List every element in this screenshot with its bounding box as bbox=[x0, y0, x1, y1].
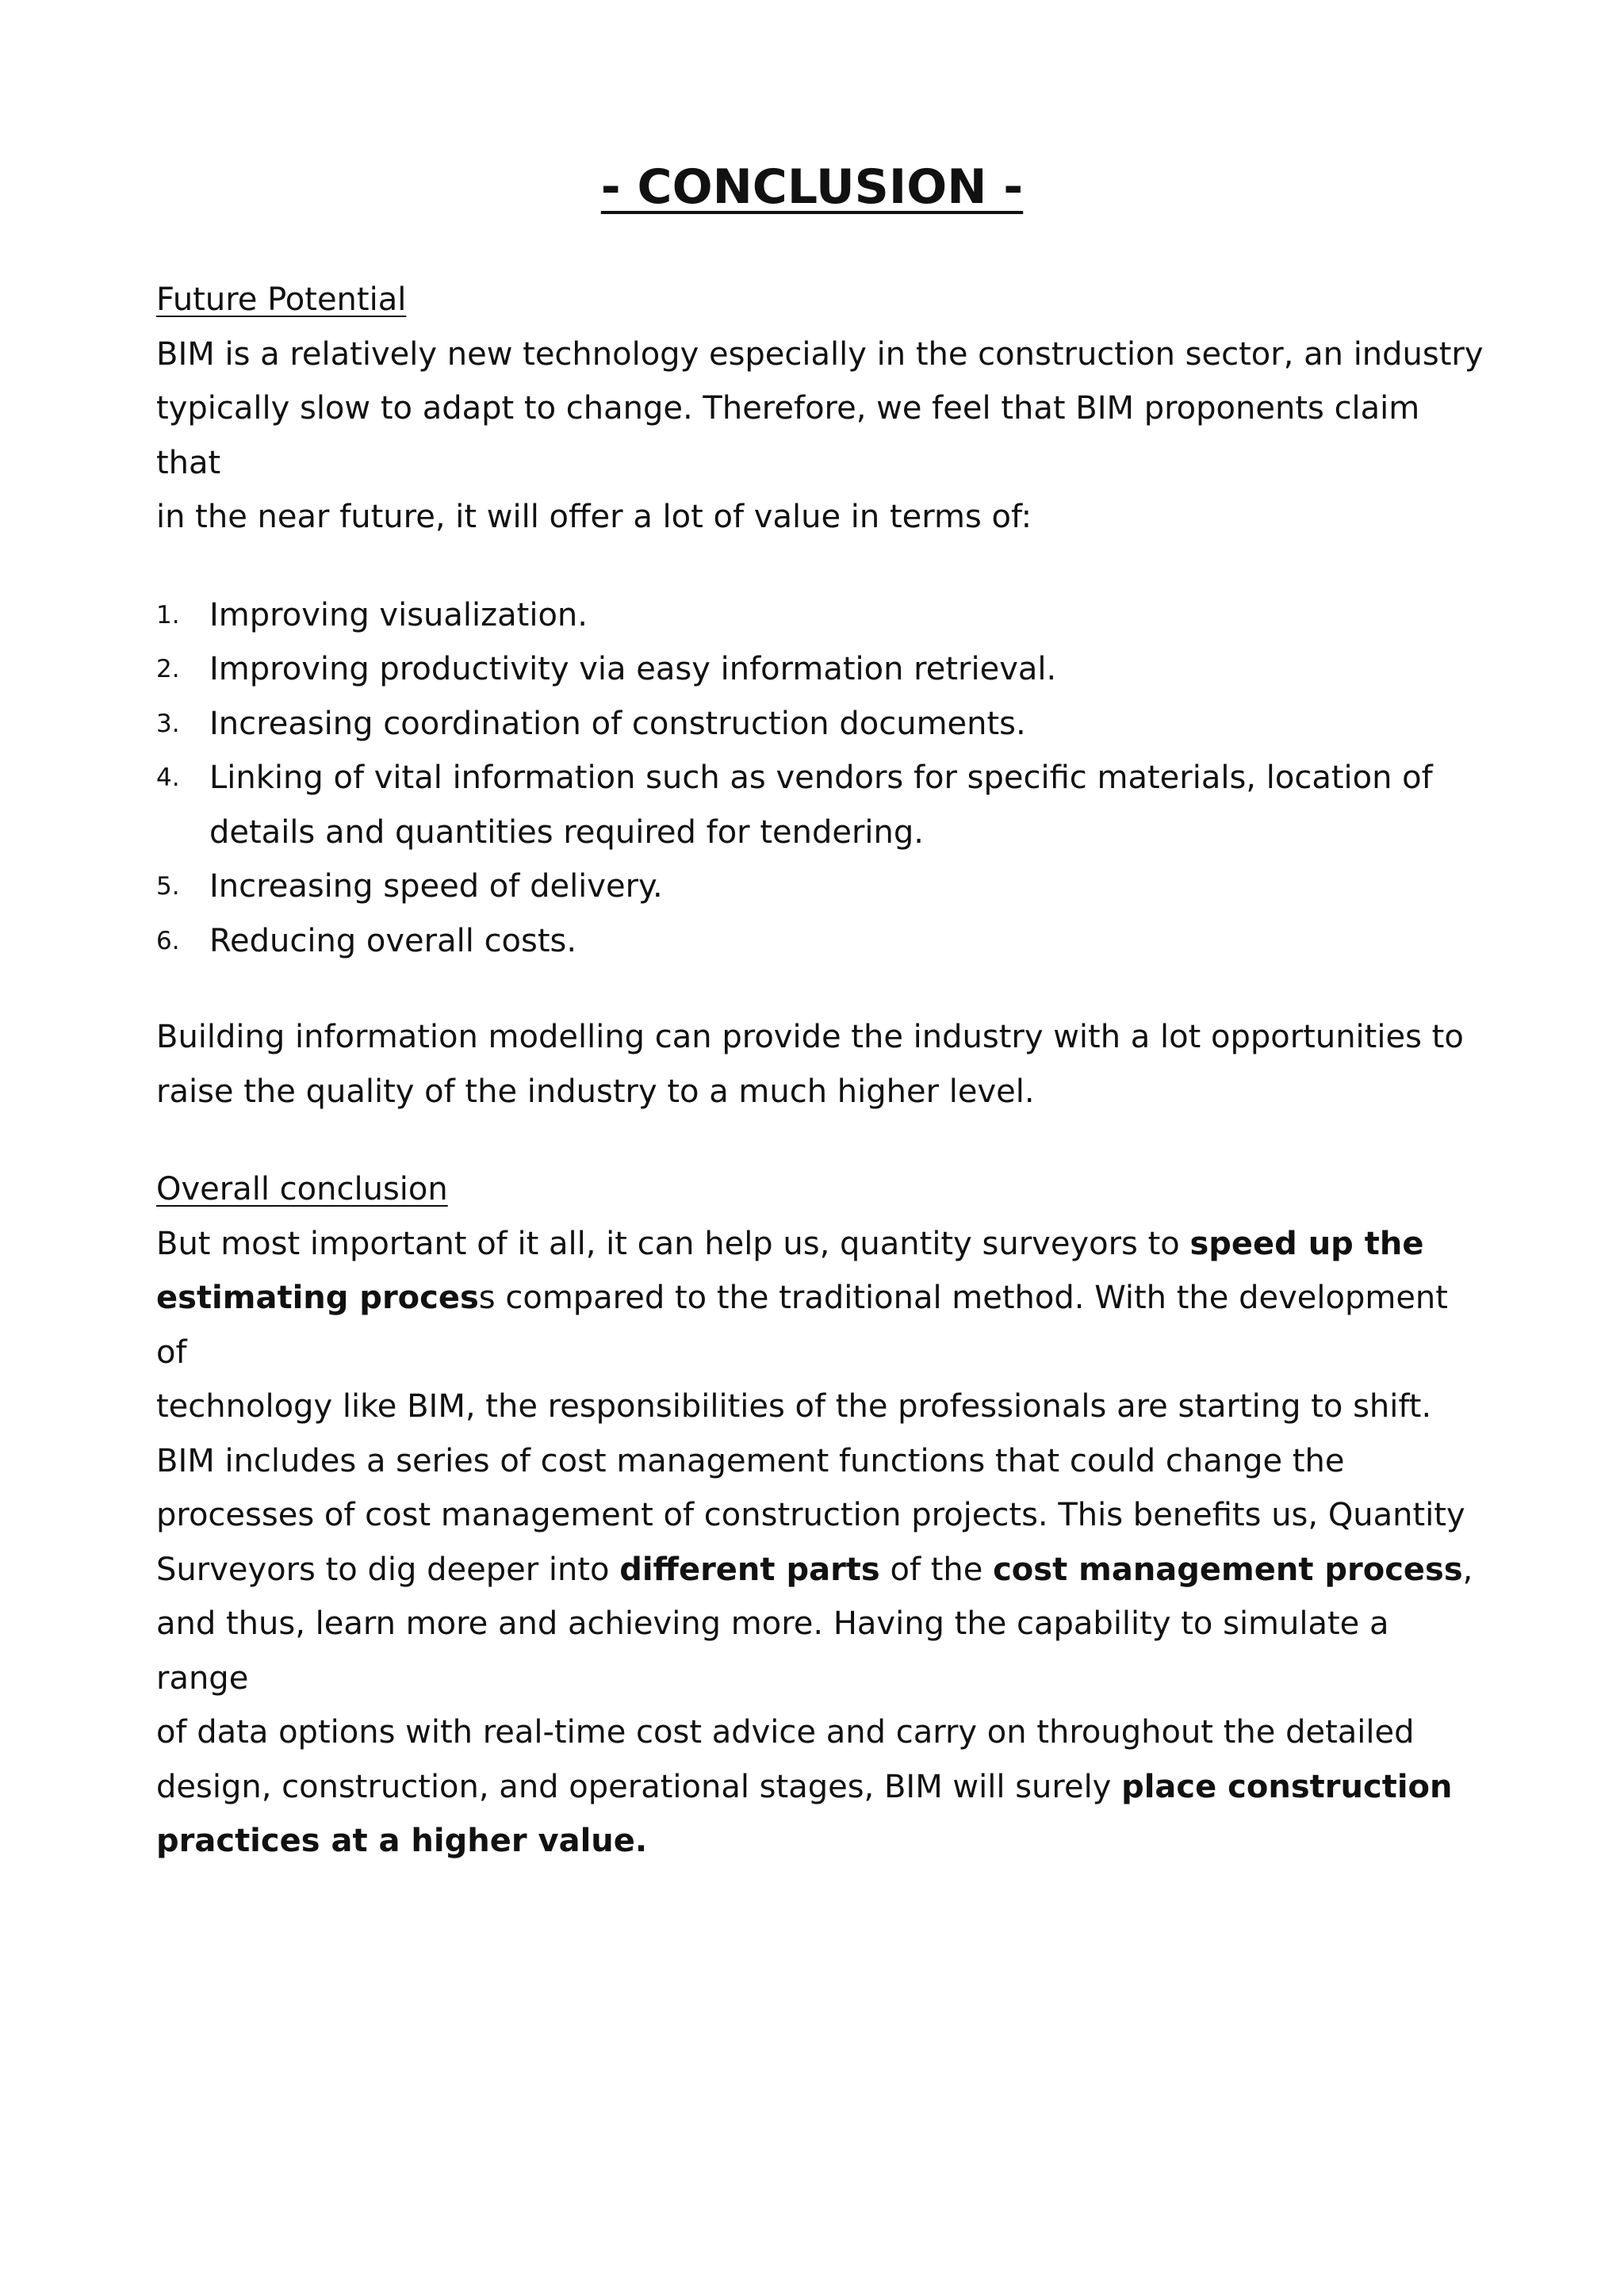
text-line bbox=[156, 1760, 1488, 1815]
list-item-text: Linking of vital information such as vendors for specific materials, location of bbox=[209, 760, 1433, 796]
text-line bbox=[156, 1434, 1488, 1489]
text-line bbox=[156, 1488, 1488, 1543]
list-item bbox=[156, 588, 1488, 643]
text-line: BIM is a relatively new technology especially in the construction sector, an industry bbox=[156, 335, 1484, 373]
bold-text: place construction bbox=[1121, 1768, 1453, 1805]
text-span: of data options with real-time cost advice and carry on throughout the detailed bbox=[156, 1714, 1415, 1751]
text-span: of the bbox=[879, 1551, 994, 1588]
text-span: technology like BIM, the responsibilities of the professionals are starting to shift. bbox=[156, 1388, 1432, 1425]
text-line bbox=[156, 1543, 1488, 1598]
text-line: Building information modelling can provide the industry with a lot opportunities to bbox=[156, 1019, 1464, 1055]
text-line bbox=[156, 1271, 1488, 1380]
list-number: 4. bbox=[156, 763, 180, 792]
text-line bbox=[156, 1814, 1488, 1869]
bold-text: cost management process bbox=[993, 1551, 1463, 1588]
benefits-list bbox=[156, 588, 1488, 969]
list-item bbox=[156, 914, 1488, 969]
list-number: 3. bbox=[156, 709, 180, 738]
text-span: BIM includes a series of cost management functions that could change the bbox=[156, 1442, 1345, 1479]
page-title: - CONCLUSION - bbox=[600, 159, 1024, 215]
list-number: 2. bbox=[156, 655, 180, 683]
spacer bbox=[156, 968, 1488, 1010]
bold-text: estimating proces bbox=[156, 1280, 479, 1316]
list-number: 5. bbox=[156, 872, 180, 901]
list-item-text: Improving visualization. bbox=[209, 596, 588, 633]
bold-text: speed up the bbox=[1189, 1225, 1424, 1262]
list-item-text: Reducing overall costs. bbox=[209, 922, 577, 959]
section-heading-future-potential: Future Potential bbox=[156, 281, 407, 318]
list-item-text: Increasing speed of delivery. bbox=[209, 868, 663, 905]
text-line bbox=[156, 1217, 1488, 1272]
bold-text: different parts bbox=[619, 1551, 880, 1588]
list-item-text: Increasing coordination of construction documents. bbox=[209, 705, 1026, 742]
future-potential-intro bbox=[156, 327, 1488, 545]
text-line: raise the quality of the industry to a much higher level. bbox=[156, 1073, 1035, 1110]
text-span: s compared to the traditional method. With the development of bbox=[156, 1280, 1448, 1371]
bold-text: practices at a higher value. bbox=[156, 1823, 648, 1859]
text-line: in the near future, it will offer a lot of value in terms of: bbox=[156, 499, 1032, 535]
list-item bbox=[156, 859, 1488, 914]
overall-conclusion-paragraph bbox=[156, 1217, 1488, 1869]
list-item bbox=[156, 642, 1488, 697]
text-span: Surveyors to dig deeper into bbox=[156, 1551, 620, 1588]
document-body bbox=[156, 273, 1488, 1869]
text-span: , bbox=[1462, 1551, 1473, 1588]
text-span: and thus, learn more and achieving more. Having the capability to simulate a range bbox=[156, 1605, 1389, 1697]
text-line bbox=[156, 1380, 1488, 1434]
text-line bbox=[156, 1705, 1488, 1760]
list-number: 1. bbox=[156, 600, 180, 629]
list-item bbox=[156, 697, 1488, 752]
text-line bbox=[156, 1597, 1488, 1705]
spacer bbox=[156, 1119, 1488, 1162]
text-span: But most important of it all, it can help us, quantity surveyors to bbox=[156, 1225, 1190, 1262]
future-potential-closing bbox=[156, 1010, 1488, 1119]
section-heading-overall-conclusion: Overall conclusion bbox=[156, 1171, 448, 1207]
text-line: typically slow to adapt to change. Therefore, we feel that BIM proponents claim that bbox=[156, 390, 1420, 481]
spacer bbox=[156, 545, 1488, 588]
list-number: 6. bbox=[156, 926, 180, 955]
list-item-text: Improving productivity via easy information retrieval. bbox=[209, 651, 1057, 687]
text-span: processes of cost management of construction projects. This benefits us, Quantity bbox=[156, 1497, 1465, 1533]
list-item bbox=[156, 751, 1488, 859]
text-span: design, construction, and operational stages, BIM will surely bbox=[156, 1768, 1122, 1805]
list-item-text: details and quantities required for tendering. bbox=[209, 813, 924, 851]
